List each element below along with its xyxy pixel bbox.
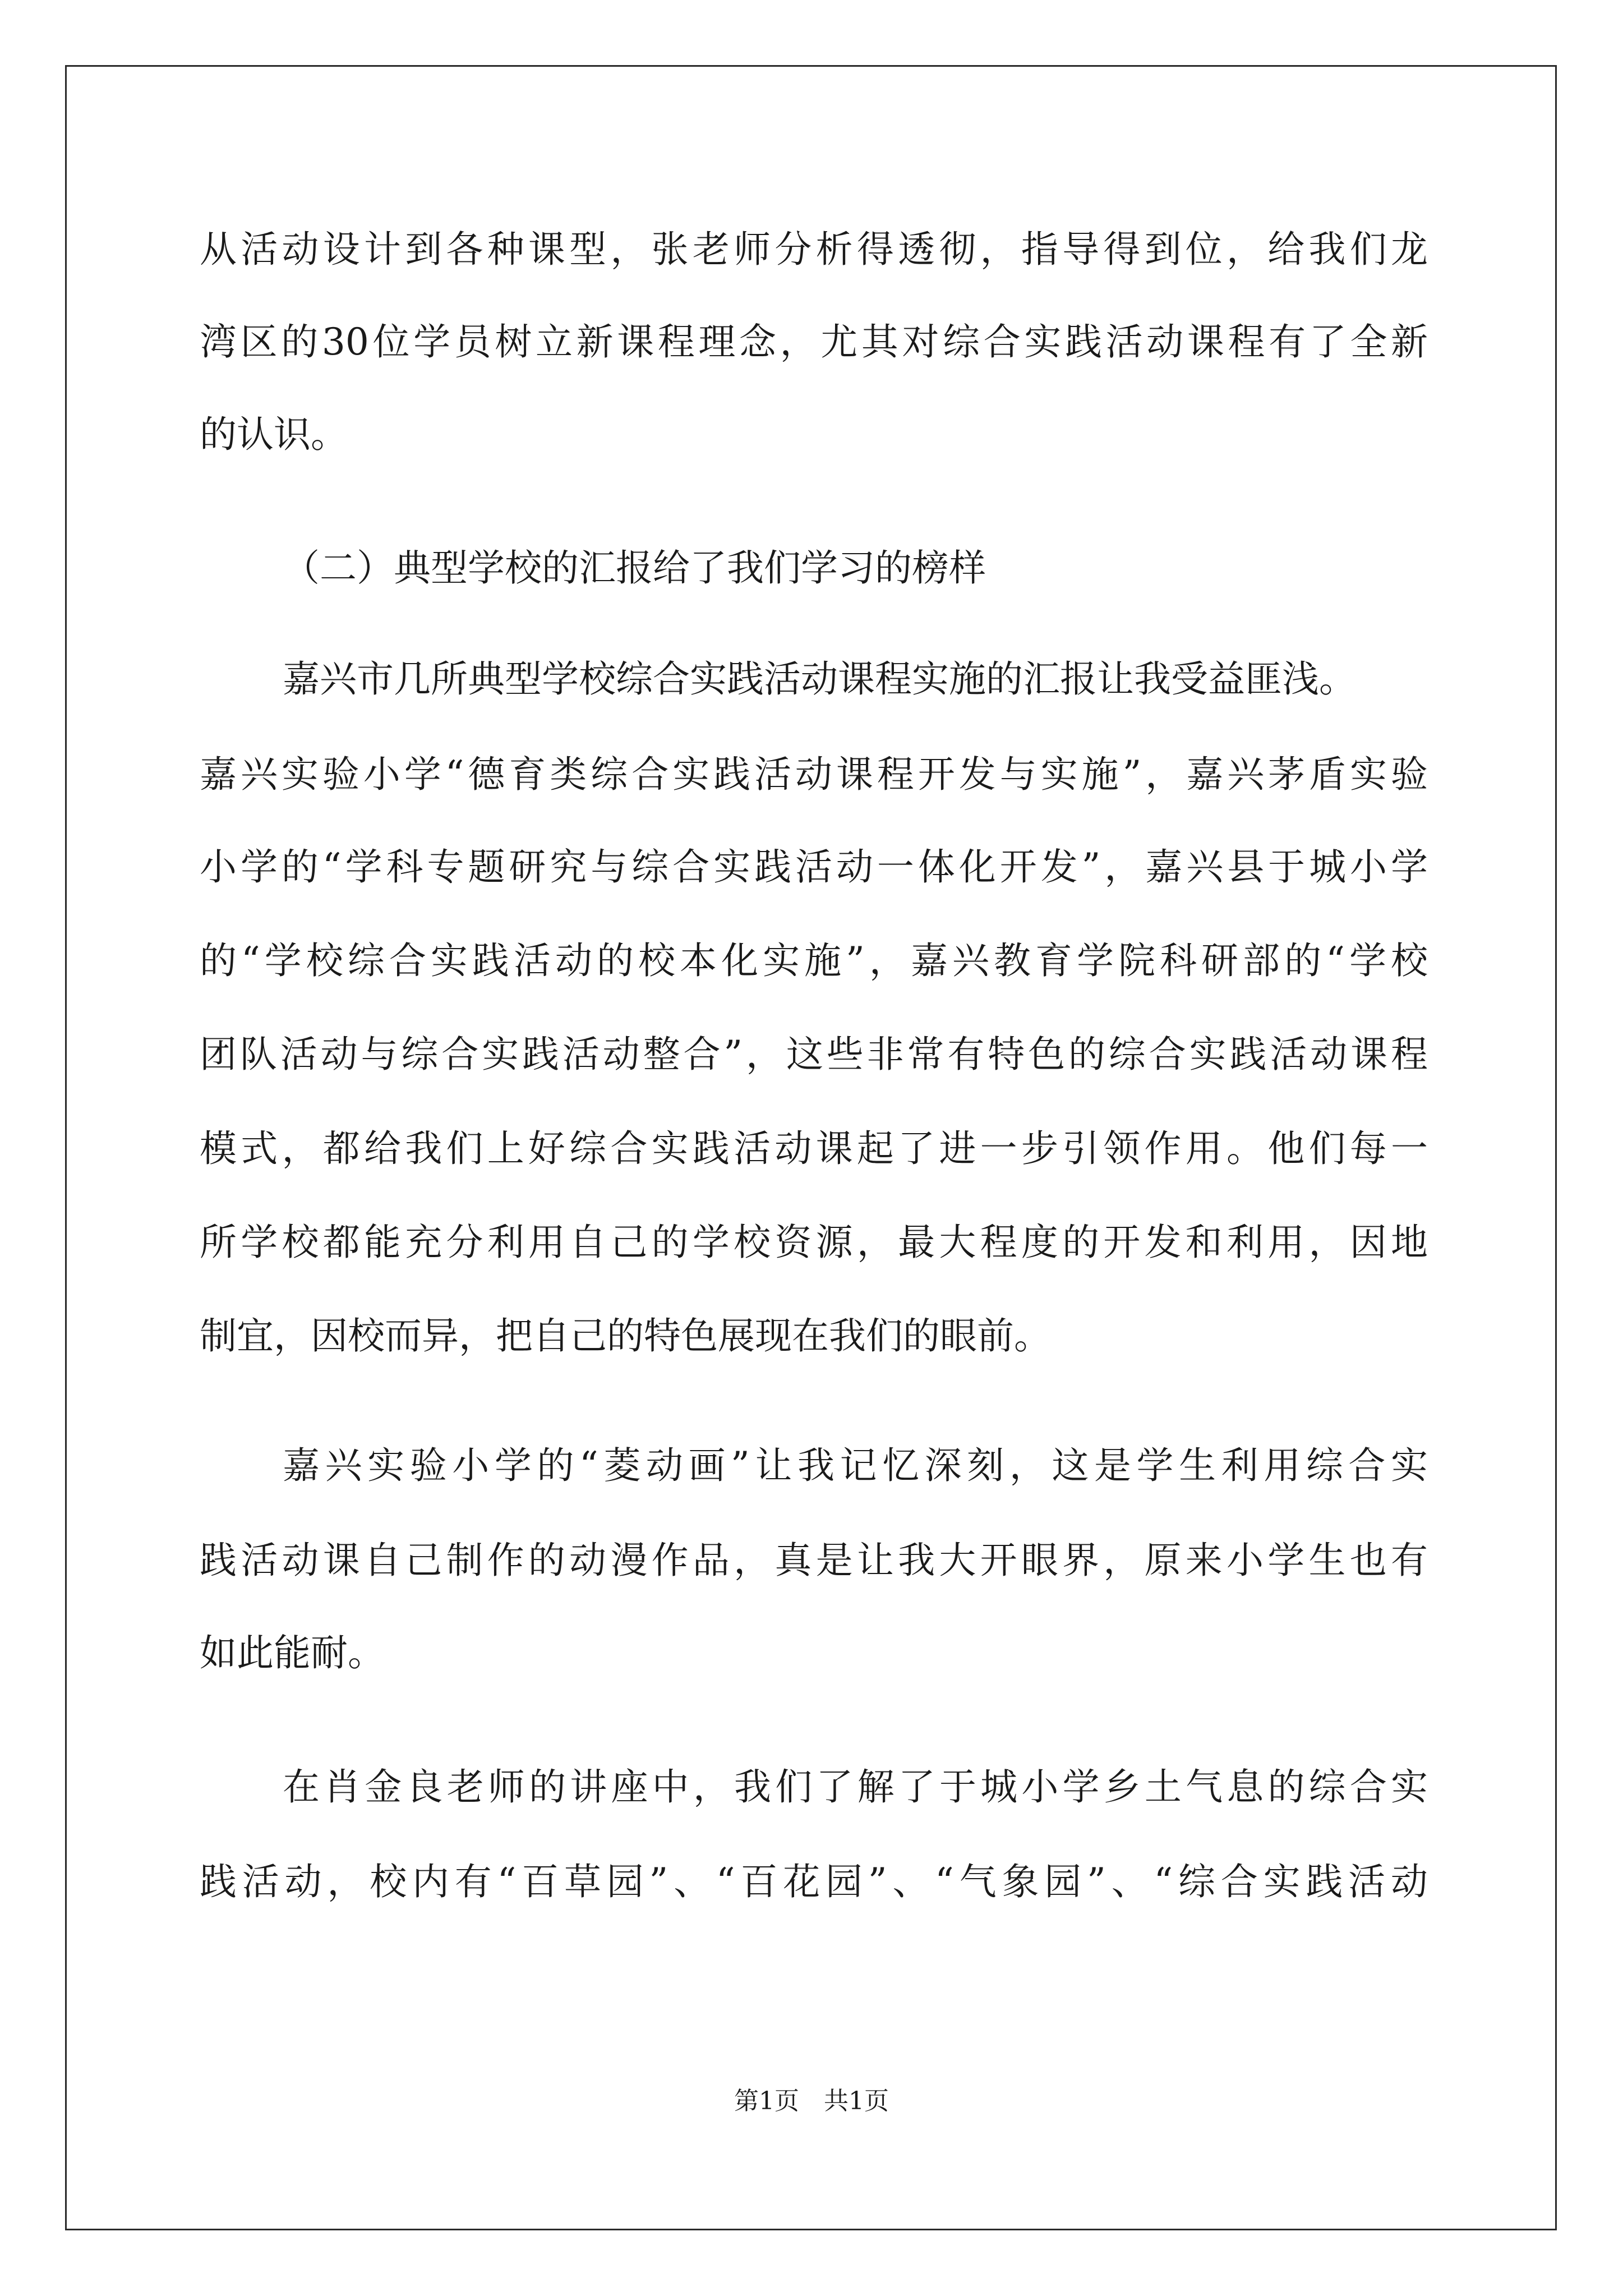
section-heading: （二）典型学校的汇报给了我们学习的榜样 [283, 546, 986, 590]
page-number-footer: 第1页 共1页 [734, 2087, 889, 2115]
paragraph-line: 在肖金良老师的讲座中，我们了解了于城小学乡土气息的综合实 [283, 1765, 1428, 1809]
paragraph-line: 践活动课自己制作的动漫作品，真是让我大开眼界，原来小学生也有 [200, 1539, 1428, 1582]
paragraph-line: 所学校都能充分利用自己的学校资源，最大程度的开发和利用，因地 [200, 1221, 1428, 1264]
paragraph-line: 践活动，校内有“百草园”、“百花园”、“气象园”、“综合实践活动 [200, 1860, 1428, 1903]
paragraph-line: 的“学校综合实践活动的校本化实施”，嘉兴教育学院科研部的“学校 [200, 939, 1428, 982]
paragraph-line: 的认识。 [200, 413, 348, 456]
paragraph-line: 如此能耐。 [200, 1631, 385, 1674]
paragraph-line: 制宜，因校而异，把自己的特色展现在我们的眼前。 [200, 1314, 1051, 1358]
paragraph-line: 嘉兴实验小学“德育类综合实践活动课程开发与实施”，嘉兴茅盾实验 [200, 753, 1428, 796]
paragraph-line: 模式，都给我们上好综合实践活动课起了进一步引领作用。他们每一 [200, 1127, 1428, 1170]
paragraph-line: 从活动设计到各种课型，张老师分析得透彻，指导得到位，给我们龙 [200, 228, 1428, 271]
paragraph-line: 嘉兴实验小学的“菱动画”让我记忆深刻，这是学生利用综合实 [283, 1444, 1428, 1487]
paragraph-line: 湾区的30位学员树立新课程理念，尤其对综合实践活动课程有了全新 [200, 320, 1428, 364]
paragraph-line: 团队活动与综合实践活动整合”，这些非常有特色的综合实践活动课程 [200, 1033, 1428, 1076]
paragraph-line: 小学的“学科专题研究与综合实践活动一体化开发”，嘉兴县于城小学 [200, 845, 1428, 889]
paragraph-line: 嘉兴市几所典型学校综合实践活动课程实施的汇报让我受益匪浅。 [283, 657, 1356, 701]
